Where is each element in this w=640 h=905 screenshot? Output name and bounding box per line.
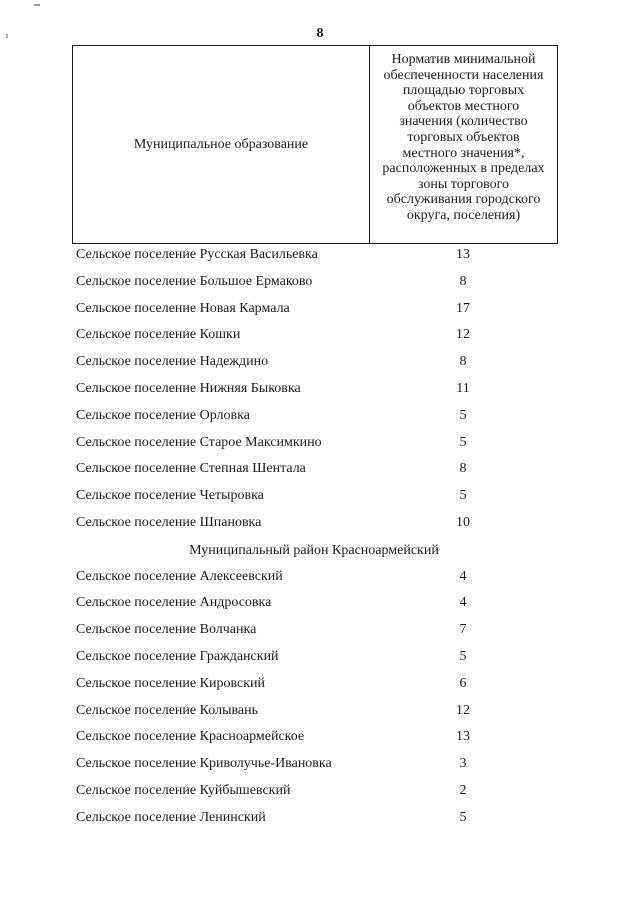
table-row — [0, 807, 640, 834]
settlement-name: Сельское поселение Кошки — [76, 327, 241, 343]
settlement-name: Сельское поселение Большое Ермаково — [76, 273, 313, 289]
table-row — [0, 351, 640, 378]
norm-value: 13 — [456, 729, 470, 745]
norm-value: 8 — [459, 354, 467, 370]
municipality-column-label: Муниципальное образование — [133, 136, 309, 152]
table-row — [0, 405, 640, 432]
norm-value: 6 — [459, 675, 467, 691]
norm-value: 5 — [459, 648, 467, 664]
norm-column-header-line: обслуживания городского — [386, 192, 541, 208]
settlement-name: Сельское поселение Старое Максимкино — [76, 434, 322, 450]
table-row — [0, 592, 640, 619]
norm-value: 17 — [456, 300, 470, 316]
norm-column-header-line: площадью торговых — [402, 83, 525, 99]
table-row — [0, 566, 640, 593]
table-row — [0, 780, 640, 807]
table-row — [0, 298, 640, 325]
settlement-name: Сельское поселение Гражданский — [76, 648, 279, 664]
section-heading-row — [0, 539, 640, 566]
norm-value: 5 — [459, 407, 467, 423]
norm-column-header-line: обеспеченности населения — [383, 67, 544, 83]
norm-column-header-line: объектов местного — [407, 98, 520, 114]
table-row — [0, 432, 640, 459]
settlement-name: Сельское поселение Колывань — [76, 702, 258, 718]
page-number: 8 — [316, 26, 324, 41]
norm-value: 4 — [459, 568, 467, 584]
norm-value: 7 — [459, 622, 467, 638]
settlement-name: Сельское поселение Криволучье-Ивановка — [76, 756, 332, 772]
table-row — [0, 512, 640, 539]
norm-column-header-line: местного значения*, — [402, 145, 525, 161]
norm-value: 10 — [456, 514, 470, 530]
norm-value: 12 — [456, 702, 470, 718]
norm-value: 5 — [459, 809, 467, 825]
settlement-name: Сельское поселение Шпановка — [76, 514, 262, 530]
norm-value: 13 — [456, 247, 470, 262]
table-row — [0, 619, 640, 646]
settlement-name: Сельское поселение Степная Шентала — [76, 461, 306, 477]
settlement-name: Сельское поселение Куйбышевский — [76, 782, 291, 798]
norm-value: 3 — [459, 756, 467, 772]
norm-column-header-line: округа, поселения) — [406, 207, 521, 223]
settlement-name: Сельское поселение Нижняя Быковка — [76, 380, 301, 396]
settlement-name: Сельское поселение Орловка — [76, 407, 250, 423]
norm-value: 4 — [459, 595, 467, 611]
settlement-name: Сельское поселение Ленинский — [76, 809, 266, 825]
settlement-name: Сельское поселение Андросовка — [76, 595, 272, 611]
norm-value: 8 — [459, 461, 467, 477]
municipality-column-header — [73, 46, 370, 243]
table-row — [0, 673, 640, 700]
settlement-name: Сельское поселение Кировский — [76, 675, 265, 691]
settlement-name: Сельское поселение Алексеевский — [76, 568, 283, 584]
norm-column-header — [370, 46, 557, 243]
norm-value: 8 — [459, 273, 467, 289]
norm-column-header-line: Норматив минимальной — [391, 52, 536, 67]
table-row — [0, 646, 640, 673]
table-row — [0, 700, 640, 727]
table-row — [0, 324, 640, 351]
table-body — [0, 244, 640, 834]
table-row — [0, 485, 640, 512]
settlement-name: Сельское поселение Красноармейское — [76, 729, 305, 745]
table-row — [0, 244, 640, 271]
norm-column-header-line: значения (количество — [399, 114, 528, 130]
table-row — [0, 378, 640, 405]
table-row — [0, 458, 640, 485]
settlement-name: Сельское поселение Надеждино — [76, 354, 269, 370]
table-row — [0, 726, 640, 753]
settlement-name: Сельское поселение Четыровка — [76, 488, 264, 504]
table-header — [72, 45, 558, 244]
settlement-name: Сельское поселение Русская Васильевка — [76, 247, 318, 262]
norm-column-header-line: зоны торгового — [417, 176, 510, 192]
norm-value: 5 — [459, 488, 467, 504]
norm-column-header-line: расположенных в пределах — [382, 161, 545, 177]
section-heading: Муниципальный район Красноармейский — [189, 542, 439, 558]
norm-value: 12 — [456, 327, 470, 343]
table-row — [0, 753, 640, 780]
norm-value: 11 — [456, 380, 470, 396]
norm-value: 5 — [459, 434, 467, 450]
norm-column-header-line: торговых объектов — [407, 129, 520, 145]
scan-artifact — [34, 4, 40, 6]
settlement-name: Сельское поселение Новая Кармала — [76, 300, 290, 316]
settlement-name: Сельское поселение Волчанка — [76, 622, 257, 638]
norm-value: 2 — [459, 782, 467, 798]
table-row — [0, 271, 640, 298]
